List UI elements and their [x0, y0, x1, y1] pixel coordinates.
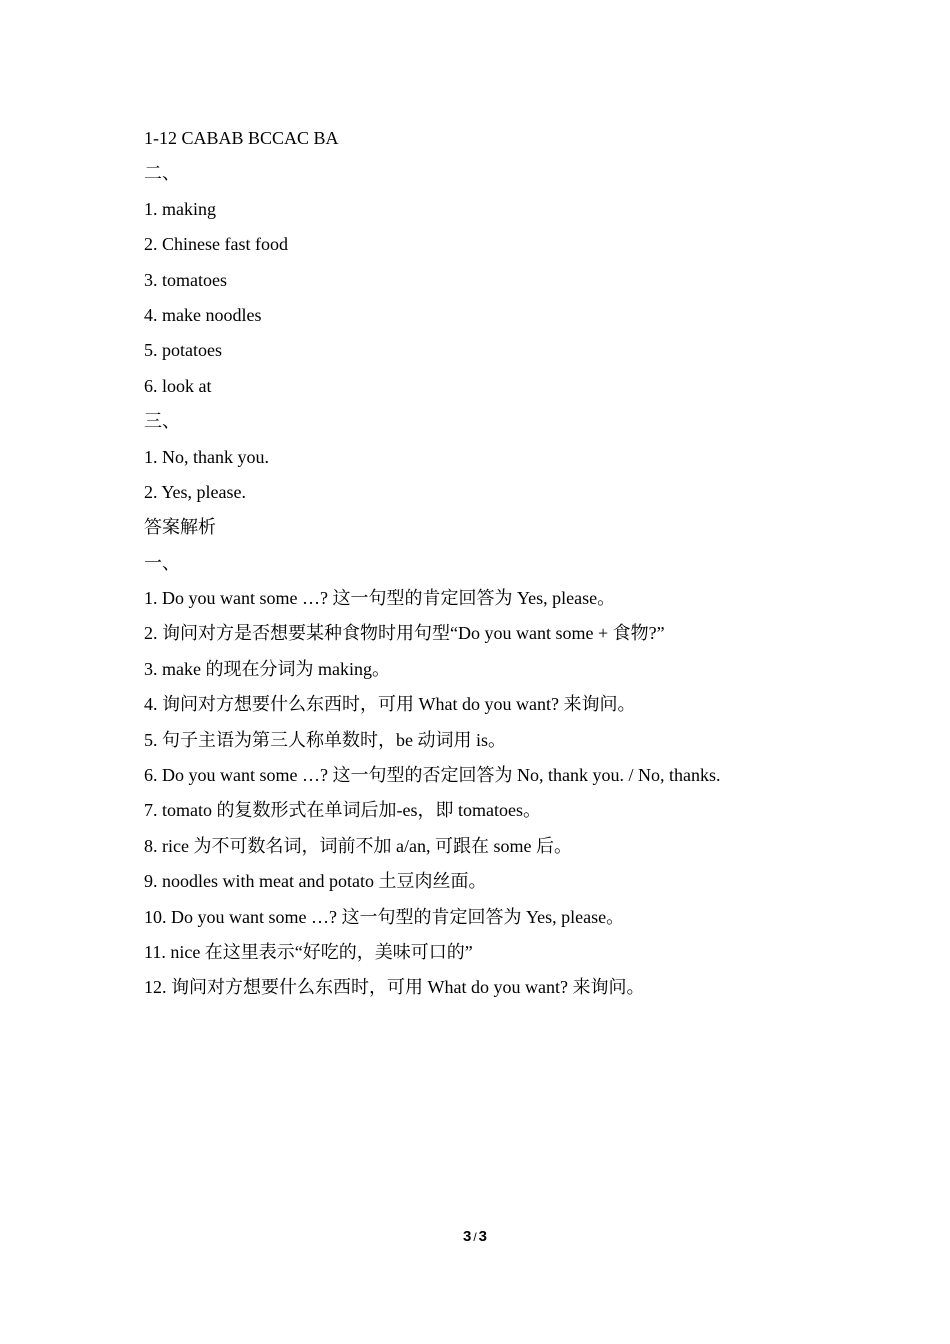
analysis-line: 4. 询问对方想要什么东西时，可用 What do you want? 来询问。 — [144, 694, 636, 715]
section-heading-2: 二、 — [144, 163, 180, 184]
section-heading-1: 一、 — [144, 552, 180, 573]
answer-line: 4. make noodles — [144, 304, 262, 325]
analysis-line: 1. Do you want some …? 这一句型的肯定回答为 Yes, please。 — [144, 588, 616, 609]
page-total: 3 — [478, 1228, 488, 1245]
answer-line: 2. Yes, please. — [144, 481, 246, 502]
answer-line: 2. Chinese fast food — [144, 234, 288, 255]
analysis-line: 2. 询问对方是否想要某种食物时用句型“Do you want some + 食物?” — [144, 623, 665, 644]
answer-line: 5. potatoes — [144, 340, 222, 361]
answer-line: 1. making — [144, 198, 216, 219]
analysis-line: 9. noodles with meat and potato 土豆肉丝面。 — [144, 871, 487, 892]
analysis-line: 10. Do you want some …? 这一句型的肯定回答为 Yes, please。 — [144, 906, 625, 927]
page-number — [0, 1228, 950, 1245]
page-current: 3 — [462, 1228, 472, 1245]
analysis-heading: 答案解析 — [144, 517, 216, 538]
analysis-line: 12. 询问对方想要什么东西时，可用 What do you want? 来询问。 — [144, 977, 645, 998]
section-heading-3: 三、 — [144, 411, 180, 432]
answer-content — [144, 121, 824, 1006]
page-separator: / — [473, 1230, 477, 1244]
answer-line: 3. tomatoes — [144, 269, 227, 290]
answer-key-line: 1-12 CABAB BCCAC BA — [144, 128, 339, 148]
analysis-line: 3. make 的现在分词为 making。 — [144, 658, 390, 679]
analysis-line: 8. rice 为不可数名词，词前不加 a/an, 可跟在 some 后。 — [144, 835, 572, 856]
analysis-line: 7. tomato 的复数形式在单词后加-es，即 tomatoes。 — [144, 800, 541, 821]
analysis-line: 5. 句子主语为第三人称单数时，be 动词用 is。 — [144, 729, 506, 750]
analysis-line: 6. Do you want some …? 这一句型的否定回答为 No, thank you. / No, thanks. — [144, 765, 721, 786]
answer-line: 1. No, thank you. — [144, 446, 269, 467]
analysis-line: 11. nice 在这里表示“好吃的，美味可口的” — [144, 941, 473, 962]
answer-line: 6. look at — [144, 375, 212, 396]
